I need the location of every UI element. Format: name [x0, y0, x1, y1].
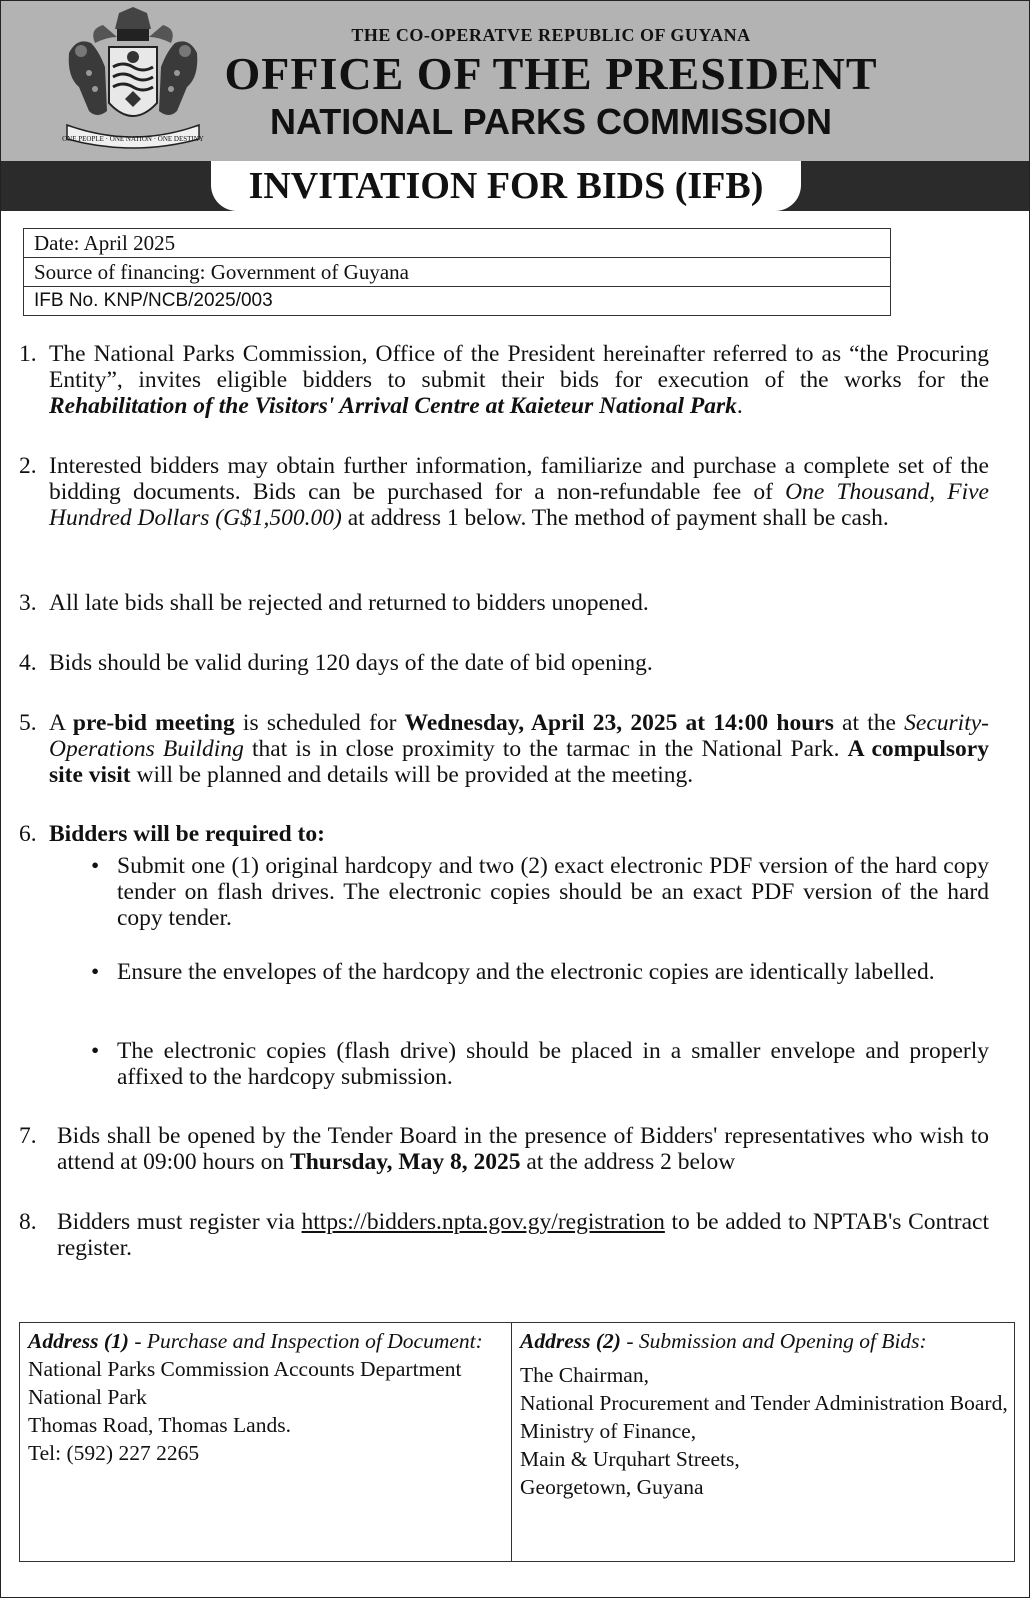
item-text: [57, 1123, 989, 1175]
coat-of-arms-icon: [59, 7, 207, 155]
item-4: [19, 650, 989, 676]
address-label: Address (2): [520, 1329, 621, 1353]
address-line: Ministry of Finance,: [520, 1419, 697, 1443]
item-text: [49, 821, 989, 847]
republic-title: THE CO-OPERATVE REPUBLIC OF GUYANA: [351, 25, 751, 45]
item-1: [19, 341, 989, 419]
item-text: All late bids shall be rejected and returned to bidders unopened.: [49, 590, 649, 616]
address-line: National Procurement and Tender Administration Board,: [520, 1391, 1008, 1415]
address-2: [520, 1327, 1008, 1501]
address-2-heading: [520, 1327, 1008, 1355]
registration-link[interactable]: https://bidders.npta.gov.gy/registration: [301, 1209, 665, 1235]
requirement-text: Submit one (1) original hardcopy and two (2) exact electronic PDF version of the hard copy tender on flash drives. The electronic copies should be an exact PDF version of the hard copy tender.: [117, 853, 989, 931]
text-run: at the address 2 below: [520, 1149, 736, 1175]
address-label: Address (1): [28, 1329, 129, 1353]
item-6: [19, 821, 989, 847]
bullet-icon: •: [91, 959, 100, 985]
item-text: [49, 710, 989, 788]
bullet-icon: •: [91, 853, 100, 879]
bullet-icon: •: [91, 1038, 100, 1064]
item-number: 7.: [19, 1123, 37, 1149]
item-text: [49, 453, 989, 531]
requirement-3: [91, 1038, 989, 1090]
meeting-venue: Security-Operations Building: [49, 710, 989, 762]
commission-title: NATIONAL PARKS COMMISSION: [269, 101, 832, 142]
item-text: [57, 1209, 989, 1261]
text-run: will be planned and details will be provided at the meeting.: [130, 762, 694, 788]
requirement-text: The electronic copies (flash drive) should be placed in a smaller envelope and properly affixed to the hardcopy submission.: [117, 1038, 989, 1090]
pre-bid-meeting: pre-bid meeting: [72, 710, 235, 736]
item-number: 4.: [19, 650, 37, 676]
text-run: .: [736, 393, 743, 419]
text-run: A: [49, 710, 73, 736]
item-8: [19, 1209, 989, 1261]
fee-amount: One Thousand, Five Hundred Dollars (G$1,500.00): [49, 479, 989, 531]
column-divider: [511, 1323, 512, 1561]
text-run: The National Parks Commission, Office of the President hereinafter referred to as “the Procuring Entity”, invites eligible bidders to submit their bids for execution of the works for the: [49, 341, 989, 393]
item-number: 2.: [19, 453, 37, 479]
ifb-number-cell: IFB No. KNP/NCB/2025/003: [24, 287, 891, 316]
requirements-heading: Bidders will be required to:: [49, 821, 325, 847]
address-line: Thomas Road, Thomas Lands.: [28, 1413, 291, 1437]
address-table: [19, 1322, 1015, 1562]
requirement-text: Ensure the envelopes of the hardcopy and the electronic copies are identically labelled.: [117, 959, 935, 985]
address-line: Georgetown, Guyana: [520, 1475, 704, 1499]
item-number: 8.: [19, 1209, 37, 1235]
address-line: The Chairman,: [520, 1363, 649, 1387]
address-1-heading: [28, 1327, 502, 1355]
site-visit: A compulsory site visit: [49, 736, 989, 788]
item-3: [19, 590, 989, 616]
address-1: [28, 1327, 502, 1467]
item-text: Bids should be valid during 120 days of the date of bid opening.: [49, 650, 653, 676]
requirement-2: [91, 959, 989, 985]
header: [1, 1, 1029, 161]
text-run: to be added to NPTAB's Contract register.: [57, 1209, 989, 1261]
office-title: OFFICE OF THE PRESIDENT: [224, 48, 878, 99]
text-run: Interested bidders may obtain further information, familiarize and purchase a complete set of the bidding documents. Bids can be purchased for a non-refundable fee of: [49, 453, 989, 505]
item-number: 6.: [19, 821, 37, 847]
address-line: National Park: [28, 1385, 147, 1409]
project-title: Rehabilitation of the Visitors' Arrival Centre at Kaieteur National Park: [49, 393, 737, 419]
text-run: at address 1 below. The method of payment shall be cash.: [341, 505, 889, 531]
meeting-datetime: Wednesday, April 23, 2025 at 14:00 hours: [404, 710, 834, 736]
item-2: [19, 453, 989, 531]
item-7: [19, 1123, 989, 1175]
financing-cell: Source of financing: Government of Guyana: [24, 258, 891, 287]
item-number: 1.: [19, 341, 37, 367]
address-purpose: - Submission and Opening of Bids:: [620, 1329, 927, 1353]
item-number: 5.: [19, 710, 37, 736]
banner-title: INVITATION FOR BIDS (IFB): [211, 161, 801, 211]
address-purpose: - Purchase and Inspection of Document:: [128, 1329, 483, 1353]
item-5: [19, 710, 989, 788]
text-run: Bidders must register via: [57, 1209, 302, 1235]
item-text: [49, 341, 989, 419]
text-run: is scheduled for: [234, 710, 405, 736]
text-run: Bids shall be opened by the Tender Board in the presence of Bidders' representatives who wish to attend at 09:00 hours on: [57, 1123, 989, 1175]
date-cell: Date: April 2025: [24, 229, 891, 258]
svg-text:ONE PEOPLE · ONE NATION · ONE: ONE PEOPLE · ONE NATION · ONE DESTINY: [62, 135, 204, 143]
info-table: [23, 228, 891, 316]
address-line: Main & Urquhart Streets,: [520, 1447, 740, 1471]
requirement-1: [91, 853, 989, 931]
address-line: National Parks Commission Accounts Department: [28, 1357, 462, 1381]
opening-date: Thursday, May 8, 2025: [290, 1149, 521, 1175]
text-run: that is in close proximity to the tarmac in the National Park.: [243, 736, 848, 762]
text-run: at the: [833, 710, 905, 736]
address-phone: Tel: (592) 227 2265: [28, 1441, 200, 1465]
item-number: 3.: [19, 590, 37, 616]
banner: [1, 161, 1029, 211]
